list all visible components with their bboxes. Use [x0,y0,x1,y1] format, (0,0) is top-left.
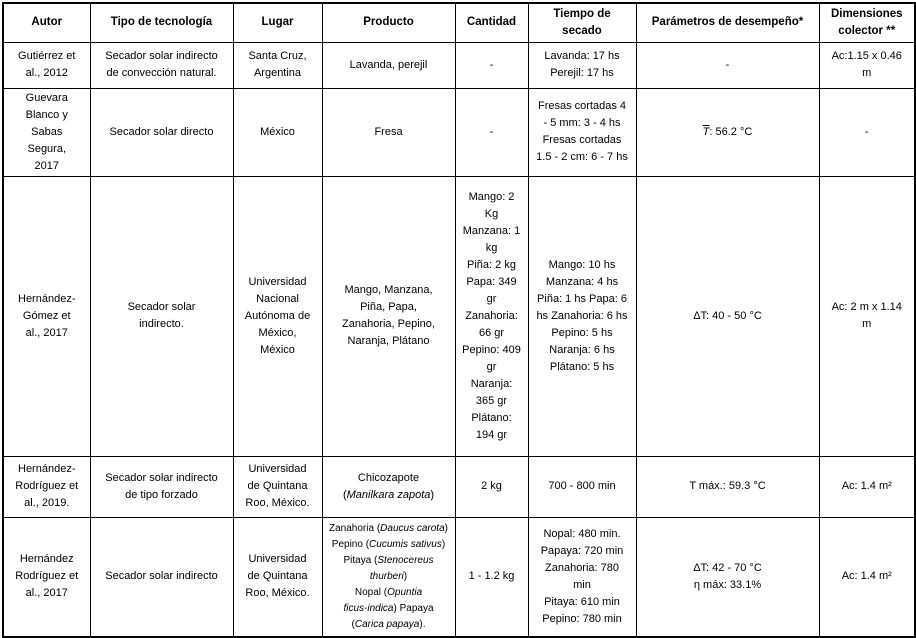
cell-dimensiones: Ac: 2 m x 1.14 m [819,176,915,456]
header-tipo-tecnologia: Tipo de tecnología [90,3,233,42]
cell-tecnologia: Secador solar indirecto de tipo forzado [90,456,233,517]
cell-producto: Fresa [322,88,455,176]
cell-lugar: México [233,88,322,176]
header-tiempo-secado: Tiempo de secado [528,3,636,42]
cell-tiempo-secado: Nopal: 480 min. Papaya: 720 min Zanahoria: 780 min Pitaya: 610 min Pepino: 780 min [528,517,636,637]
cell-dimensiones: - [819,88,915,176]
cell-producto: Lavanda, perejil [322,42,455,88]
cell-cantidad: Mango: 2 Kg Manzana: 1 kg Piña: 2 kg Papa: 349 gr Zanahoria: 66 gr Pepino: 409 gr Naranja: 365 gr Plátano: 194 gr [455,176,528,456]
cell-lugar: Universidad de Quintana Roo, México. [233,517,322,637]
table-row [3,517,915,637]
header-parametros-desempeno: Parámetros de desempeño* [636,3,819,42]
cell-producto: Chicozapote (Manilkara zapota) [322,456,455,517]
cell-autor: Hernández- Rodríguez et al., 2019. [3,456,90,517]
cell-cantidad: - [455,42,528,88]
cell-cantidad: - [455,88,528,176]
cell-tiempo-secado: 700 - 800 min [528,456,636,517]
cell-parametros: - [636,42,819,88]
table-header-row [3,3,915,42]
cell-cantidad: 1 - 1.2 kg [455,517,528,637]
cell-tiempo-secado: Lavanda: 17 hs Perejil: 17 hs [528,42,636,88]
cell-autor: Hernández Rodríguez et al., 2017 [3,517,90,637]
cell-lugar: Universidad Nacional Autónoma de México, México [233,176,322,456]
cell-parametros: $\overline{T}$: 56.2 °C [636,88,819,176]
header-producto: Producto [322,3,455,42]
cell-dimensiones: Ac: 1.4 m² [819,517,915,637]
cell-lugar: Santa Cruz, Argentina [233,42,322,88]
cell-parametros: ΔT: 40 - 50 °C [636,176,819,456]
cell-tecnologia: Secador solar directo [90,88,233,176]
header-dimensiones-colector: Dimensiones colector ** [819,3,915,42]
solar-dryer-literature-table [2,2,916,638]
cell-dimensiones: Ac:1.15 x 0.46 m [819,42,915,88]
table-row [3,42,915,88]
cell-autor: Gutiérrez et al., 2012 [3,42,90,88]
cell-tiempo-secado: Mango: 10 hs Manzana: 4 hs Piña: 1 hs Papa: 6 hs Zanahoria: 6 hs Pepino: 5 hs Naranja: 6 hs Plátano: 5 hs [528,176,636,456]
cell-tecnologia: Secador solar indirecto [90,517,233,637]
cell-lugar: Universidad de Quintana Roo, México. [233,456,322,517]
cell-cantidad: 2 kg [455,456,528,517]
table-row [3,456,915,517]
cell-parametros: T máx.: 59.3 °C [636,456,819,517]
table-row [3,88,915,176]
cell-tiempo-secado: Fresas cortadas 4 - 5 mm: 3 - 4 hs Fresas cortadas 1.5 - 2 cm: 6 - 7 hs [528,88,636,176]
cell-parametros: ΔT: 42 - 70 °C η máx: 33.1% [636,517,819,637]
cell-tecnologia: Secador solar indirecto de convección natural. [90,42,233,88]
table-row [3,176,915,456]
cell-dimensiones: Ac: 1.4 m² [819,456,915,517]
cell-producto: Zanahoria (Daucus carota) Pepino (Cucumis sativus) Pitaya (Stenocereus thurberi) Nopal (Opuntia ficus-indica) Papaya (Carica papaya). [322,517,455,637]
cell-tecnologia: Secador solar indirecto. [90,176,233,456]
cell-autor: Hernández- Gómez et al., 2017 [3,176,90,456]
cell-producto: Mango, Manzana, Piña, Papa, Zanahoria, Pepino, Naranja, Plátano [322,176,455,456]
cell-autor: Guevara Blanco y Sabas Segura, 2017 [3,88,90,176]
header-autor: Autor [3,3,90,42]
header-cantidad: Cantidad [455,3,528,42]
header-lugar: Lugar [233,3,322,42]
